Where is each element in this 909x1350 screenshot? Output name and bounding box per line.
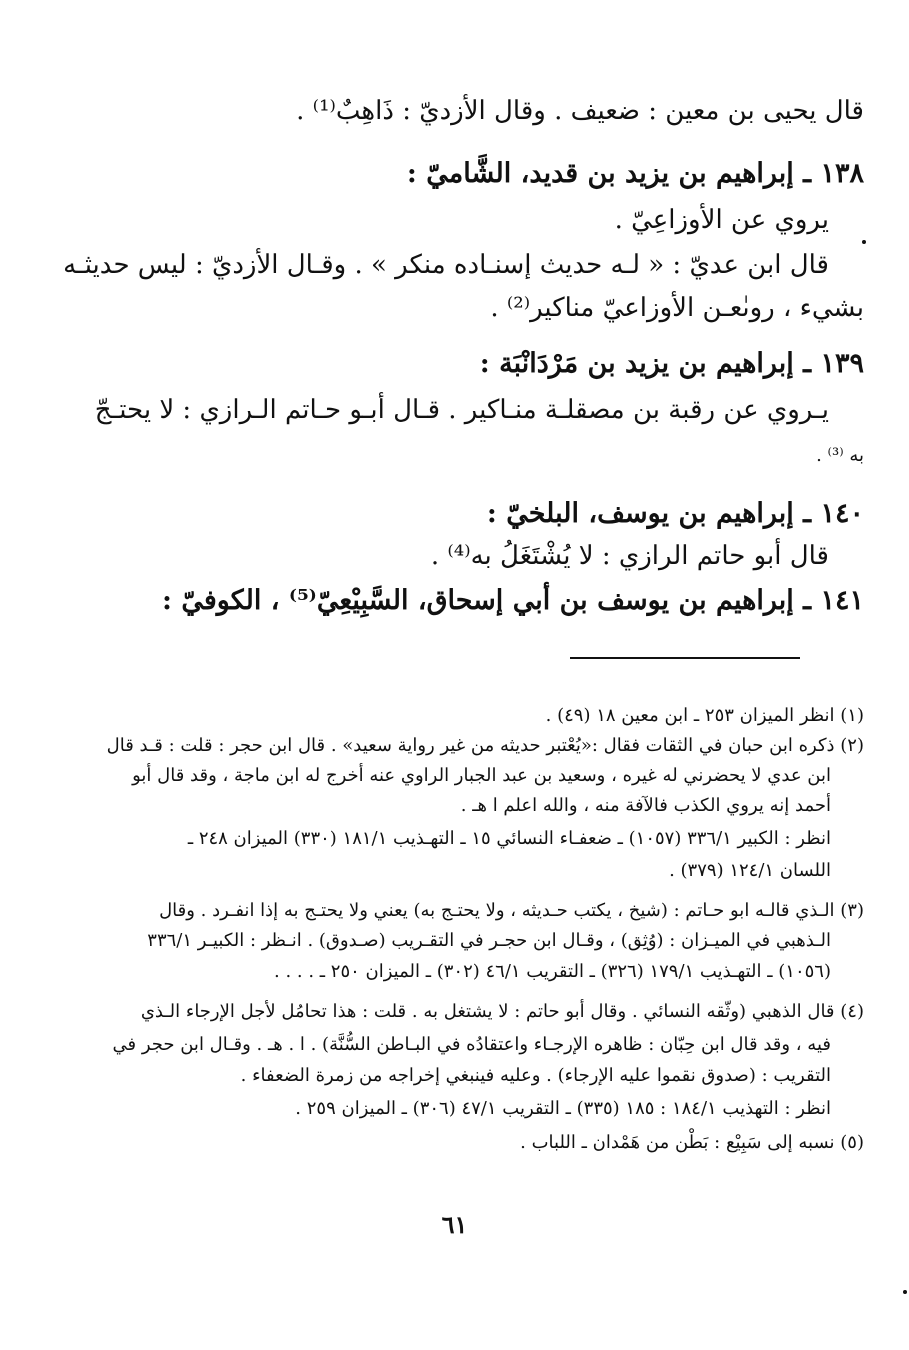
footnote-line: (١) انظر الميزان ٢٥٣ ـ ابن معين ١٨ (٤٩) . [545, 705, 864, 726]
text-line: به ⁽³⁾ . [816, 445, 864, 466]
footnote-line: انظر : الكبير ٣٣٦/١ (١٠٥٧) ـ ضعفـاء النسائي ١٥ ـ التهـذيب ١٨١/١ (٣٣٠) الميزان ٢٤٨ ـ [187, 828, 831, 849]
page-number: ٦١ [441, 1210, 468, 1239]
entry-heading: ١٣٩ ـ إبراهيم بن يزيد بن مَرْدَانْبَة : [479, 348, 864, 379]
footnote-line: (٢) ذكره ابن حبان في الثقات فقال :«يُعْتبر حديثه من غير رواية سعيد» . قال ابن حجر : قلت : قـد قال [106, 735, 864, 756]
entry-heading: ١٤١ ـ إبراهيم بن يوسف بن أبي إسحاق، السَّبِيْعِيّ⁽⁵⁾ ، الكوفيّ : [162, 585, 864, 616]
footnote-line: أحمد إنه يروي الكذب فالآفة منه ، والله اعلم ا هـ . [460, 795, 831, 816]
footnote-line: (٤) قال الذهبي (وثّقه النسائي . وقال أبو حاتم : لا يشتغل به . قلت : هذا تحامُل لأجل الإرجاء الـذي [140, 1001, 864, 1022]
footnote-line: (٥) نسبه إلى سَبِيْع : بَطْن من هَمْدان ـ اللباب . [520, 1132, 864, 1153]
scan-speck [903, 1290, 907, 1294]
footnote-line: ابن عدي لا يحضرني له غيره ، وسعيد بن عبد الجبار الراوي عنه أخرج له ابن ماجة ، وقد قال أبو [132, 765, 831, 786]
footnote-line: التقريب : (صدوق نقموا عليه الإرجاء) . وعليه فينبغي إخراجه من زمرة الضعفاء . [240, 1065, 831, 1086]
text-line: يروي عن الأوزاعِيّ . [614, 205, 829, 235]
text-line: قال أبو حاتم الرازي : لا يُشْتَغَلُ به⁽⁴⁾ . [430, 541, 829, 571]
scan-speck [862, 240, 866, 244]
text-line: قال ابن عديّ : « لـه حديث إسنـاده منكر » . وقـال الأزديّ : ليس حديثـه [63, 250, 829, 280]
footnote-line: الـذهبي في الميـزان : (وُثِق) ، وقـال ابن حجـر في التقـريب (صـدوق) . انـظر : الكبيـر ٣٣٦/١ [147, 930, 831, 951]
footnote-line: (٣) الـذي قالـه ابو حـاتم : (شيخ ، يكتب حـديثه ، ولا يحتـج به) يعني ولا يحتـج به إذا انفـرد . وقال [159, 900, 864, 921]
entry-heading: ١٤٠ ـ إبراهيم بن يوسف، البلخيّ : [486, 498, 864, 529]
text-line: بشيء ، روىٰعـن الأوزاعيّ مناكير⁽²⁾ . [490, 293, 864, 323]
footnote-line: فيه ، وقد قال ابن حِبّان : ظاهره الإرجـاء واعتقادُه في البـاطن السُّنَّة) . ا . هـ . وقـال ابن حجر في [112, 1034, 831, 1055]
text-line: يـروي عن رقبة بن مصقلـة منـاكير . قـال أبـو حـاتم الـرازي : لا يحتـجّ [94, 395, 829, 425]
footnote-line: (١٠٥٦) ـ التهـذيب ١٧٩/١ (٣٢٦) ـ التقريب ٤٦/١ (٣٠٢) ـ الميزان ٢٥٠ ـ . . . . [274, 961, 831, 982]
footnote-separator [570, 657, 800, 659]
footnote-line: اللسان ١٢٤/١ (٣٧٩) . [669, 860, 831, 881]
entry-heading: ١٣٨ ـ إبراهيم بن يزيد بن قديد، الشَّاميّ : [406, 158, 864, 189]
text-line: قال يحيى بن معين : ضعيف . وقال الأزديّ : ذَاهِبٌ⁽¹⁾ . [296, 96, 864, 126]
footnote-line: انظر : التهذيب ١٨٤/١ : ١٨٥ (٣٣٥) ـ التقريب ٤٧/١ (٣٠٦) ـ الميزان ٢٥٩ . [295, 1098, 831, 1119]
